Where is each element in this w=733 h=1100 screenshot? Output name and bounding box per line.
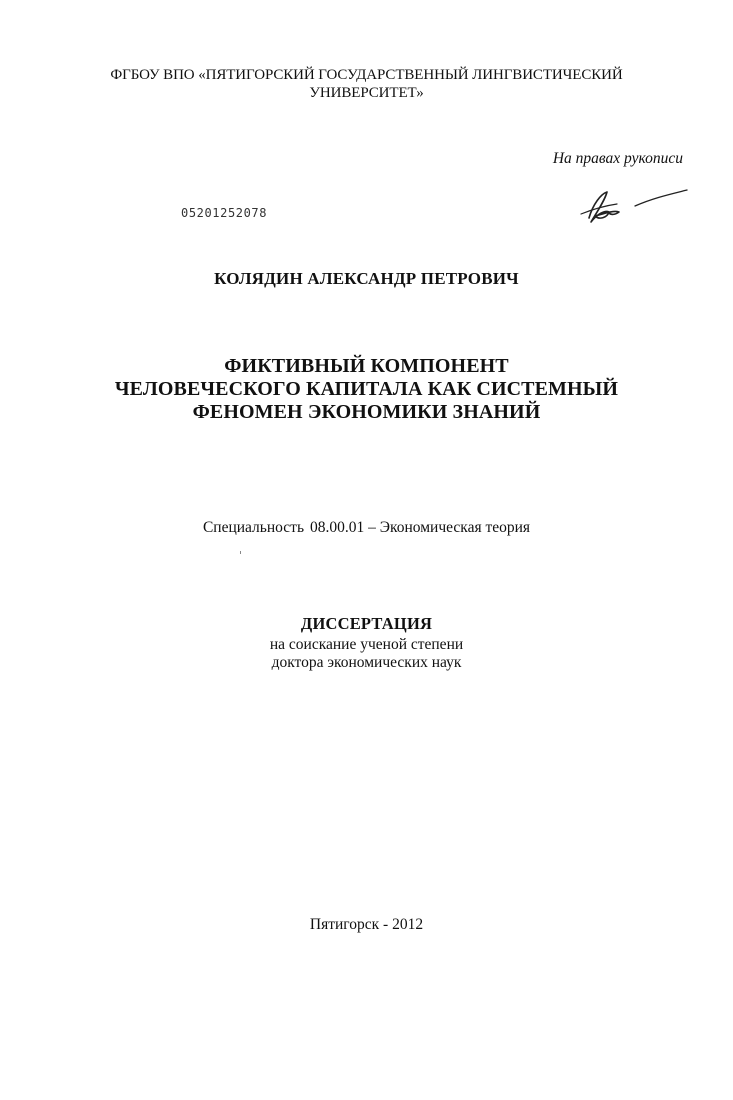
scan-speck	[240, 551, 241, 554]
institution-header	[0, 66, 733, 102]
title-line-2: ЧЕЛОВЕЧЕСКОГО КАПИТАЛА КАК СИСТЕМНЫЙ	[114, 378, 619, 400]
degree-statement	[0, 636, 733, 672]
degree-line-1: на соискание ученой степени	[269, 636, 464, 653]
institution-line-2: УНИВЕРСИТЕТ»	[309, 85, 424, 101]
document-type: ДИССЕРТАЦИЯ	[300, 614, 433, 633]
title-line-1: ФИКТИВНЫЙ КОМПОНЕНТ	[224, 355, 509, 377]
author-name: КОЛЯДИН АЛЕКСАНДР ПЕТРОВИЧ	[214, 269, 519, 288]
handwritten-signature-icon	[575, 184, 695, 228]
specialty-label: Специальность	[202, 519, 305, 536]
institution-line-1: ФГБОУ ВПО «ПЯТИГОРСКИЙ ГОСУДАРСТВЕННЫЙ ЛИНГВИСТИЧЕСКИЙ	[110, 67, 623, 83]
city-year: Пятигорск - 2012	[309, 916, 424, 933]
title-line-3: ФЕНОМЕН ЭКОНОМИКИ ЗНАНИЙ	[192, 401, 541, 423]
dissertation-title	[0, 355, 733, 424]
specialty-line	[0, 519, 733, 537]
manuscript-rights-note: На правах рукописи	[552, 150, 683, 167]
degree-line-2: доктора экономических наук	[271, 654, 462, 671]
specialty-code: 08.00.01 – Экономическая теория	[310, 519, 531, 536]
library-code: 05201252078	[181, 206, 268, 220]
